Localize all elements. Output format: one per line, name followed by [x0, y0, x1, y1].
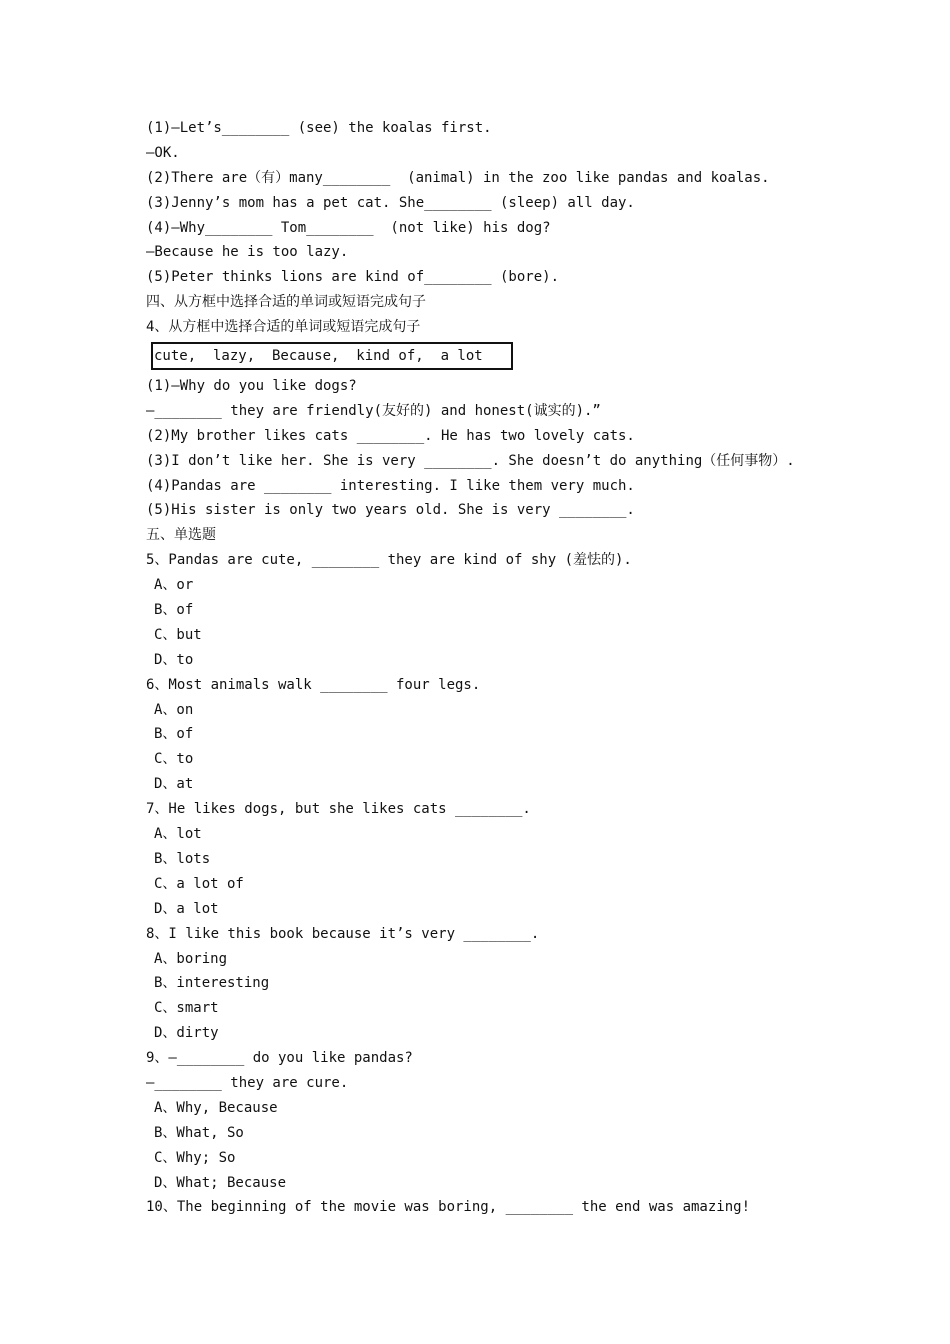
answer-option: D、to: [154, 651, 194, 668]
text-line: (3)Jenny’s mom has a pet cat. She________ (sleep) all day.: [146, 194, 635, 211]
worksheet-content: [146, 116, 846, 1220]
text-line: (4)—Why________ Tom________ (not like) his dog?: [146, 219, 551, 236]
questions-section: [146, 374, 846, 1220]
question-line: 8、I like this book because it’s very ________.: [146, 925, 540, 942]
answer-option: C、Why; So: [154, 1149, 236, 1166]
answer-option: B、lots: [154, 850, 211, 867]
text-line: —Because he is too lazy.: [146, 244, 349, 261]
question-line: (1)—Why do you like dogs?: [146, 378, 357, 395]
text-line: 四、从方框中选择合适的单词或短语完成句子: [146, 294, 426, 311]
question-line: 五、单选题: [146, 527, 216, 544]
question-line: 7、He likes dogs, but she likes cats ________.: [146, 801, 531, 818]
question-line: 6、Most animals walk ________ four legs.: [146, 676, 481, 693]
question-line: (2)My brother likes cats ________. He has two lovely cats.: [146, 427, 635, 444]
answer-option: B、of: [154, 726, 194, 743]
answer-option: D、a lot: [154, 900, 219, 917]
answer-option: C、a lot of: [154, 875, 244, 892]
question-line: 10、The beginning of the movie was boring, ________ the end was amazing!: [146, 1199, 751, 1216]
answer-option: B、What, So: [154, 1124, 244, 1141]
answer-option: D、at: [154, 776, 194, 793]
answer-option: C、smart: [154, 1000, 219, 1017]
question-line: (4)Pandas are ________ interesting. I like them very much.: [146, 477, 635, 494]
question-line: 9、—________ do you like pandas?: [146, 1050, 413, 1067]
text-line: (2)There are（有）many________ (animal) in the zoo like pandas and koalas.: [146, 169, 770, 186]
question-line: (3)I don’t like her. She is very ________. She doesn’t do anything（任何事物）.: [146, 452, 795, 469]
answer-option: D、dirty: [154, 1025, 219, 1042]
fill-in-section: [146, 116, 846, 340]
question-line: —________ they are cure.: [146, 1074, 349, 1091]
question-line: —________ they are friendly(友好的) and honest(诚实的).”: [146, 402, 601, 419]
answer-option: D、What; Because: [154, 1174, 287, 1191]
text-line: 4、从方框中选择合适的单词或短语完成句子: [146, 319, 421, 336]
answer-option: A、lot: [154, 826, 202, 843]
answer-option: A、or: [154, 577, 194, 594]
question-line: (5)His sister is only two years old. She is very ________.: [146, 502, 635, 519]
answer-option: B、of: [154, 602, 194, 619]
answer-option: A、boring: [154, 950, 228, 967]
question-line: 5、Pandas are cute, ________ they are kind of shy (羞怯的).: [146, 552, 632, 569]
answer-option: A、Why, Because: [154, 1099, 278, 1116]
answer-option: B、interesting: [154, 975, 270, 992]
answer-option: C、to: [154, 751, 194, 768]
answer-option: A、on: [154, 701, 194, 718]
word-box: cute, lazy, Because, kind of, a lot: [151, 342, 513, 370]
text-line: (5)Peter thinks lions are kind of________ (bore).: [146, 269, 560, 286]
word-box-row: [146, 340, 846, 374]
text-line: —OK.: [146, 144, 180, 161]
answer-option: C、but: [154, 626, 202, 643]
text-line: (1)—Let’s________ (see) the koalas first.: [146, 120, 492, 136]
